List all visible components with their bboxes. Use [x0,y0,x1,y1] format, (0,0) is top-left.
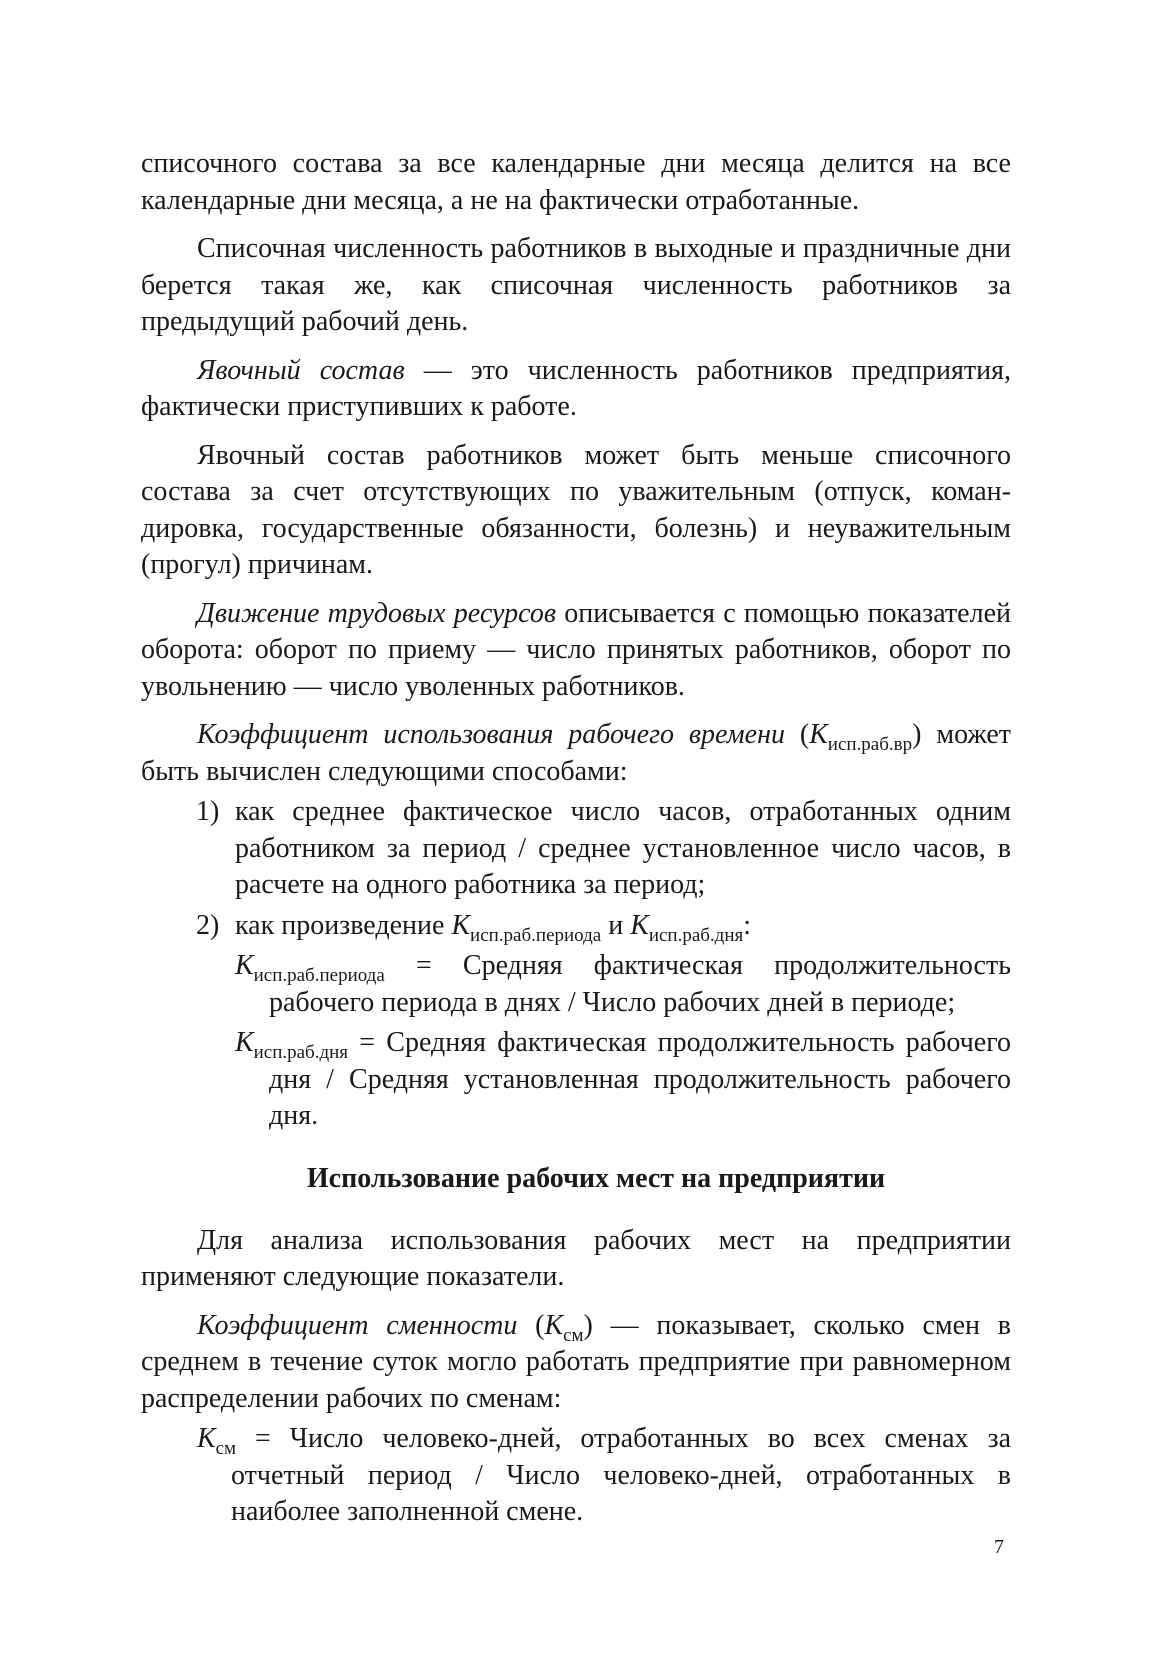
list-number-1: 1) [196,796,220,827]
list-item-1-text: как среднее фактическое число часов, отработанных одним работником за период / среднее установленное число часов, в расчете на одного работника за период; [235,796,1011,900]
paragraph-list-headcount: Списочная численность работников в выходные и праздничные дни берется такая же, как списочная численность работников за предыдущий рабочий день. [141,233,1011,337]
formula-period [235,948,1011,1021]
formula-day [235,1025,1011,1135]
symbol-k: К [451,909,471,941]
list-item-1 [141,794,1011,904]
paren-open: ( [784,719,810,750]
paragraph-shift-coefficient [141,1308,1011,1418]
symbol-k: К [235,1027,254,1058]
attendance-definition-text: — это численность работников предприятия, фактически приступивших к работе. [141,354,1011,422]
symbol-k: К [197,1423,216,1454]
subscript-sm: см [215,1438,237,1459]
term-worktime-coefficient: Коэффициент использования рабочего времени [197,719,785,750]
subscript-isp-rab-perioda: исп.раб.периода [470,924,602,946]
paragraph-labor-movement [141,596,1011,706]
term-attendance: Явочный состав [197,354,405,386]
subscript-isp-rab-dnya: исп.раб.дня [253,1042,349,1063]
paren-open: ( [517,1309,545,1341]
symbol-k: К [630,909,649,941]
subscript-isp-rab-perioda: исп.раб.периода [253,965,385,986]
colon: : [743,909,752,941]
paragraph-continuation: списочного состава за все календарные дни месяца делится на все календарные дни месяца, а не на фактически отработанные. [141,148,1011,216]
paragraph-worktime-coefficient [141,717,1011,790]
formula-shift [197,1421,1011,1531]
list-number-2: 2) [196,909,220,941]
list-item-2-text: как произведение [235,909,452,941]
shift-coefficient-text: ) — показывает, сколько смен в среднем в течение суток могло работать предприятие при равномерном распределении рабочих по сменам: [141,1309,1012,1414]
symbol-k: К [544,1309,564,1341]
paragraph-workplace-indicators: Для анализа использования рабочих мест на предприятии применяют следующие показатели. [141,1224,1011,1292]
paragraph-attendance-absence: Явочный состав работников может быть меньше списочного состава за счет отсутствующих по уважительным (отпуск, командировка, государственные обязанности, болезнь) и неуважительным (прогул) причинам. [141,439,1011,580]
page-number: 7 [994,1536,1004,1558]
section-heading: Использование рабочих мест на предприятии [306,1162,886,1194]
term-labor-movement: Движение трудовых ресурсов [197,597,556,629]
subscript-isp-rab-dnya: исп.раб.дня [648,924,744,946]
subscript-sm: см [563,1324,584,1346]
paragraph-attendance-definition [141,353,1011,426]
conjunction-and: и [601,909,631,941]
labor-movement-text: описывается с помощью показателей оборота: оборот по приему — число принятых работников, оборот по увольнению — число уволенных работников. [141,597,1011,702]
term-shift-coefficient: Коэффициент сменности [197,1309,518,1341]
page-body [141,146,1011,1535]
formula-shift-text: = Число человеко-дней, отработанных во всех сменах за отчетный период / Число человеко-дней, отработанных в наиболее заполненной смене. [231,1423,1011,1527]
paren-close: ) [912,719,922,750]
formula-period-text: = Средняя фактическая продолжительность рабочего периода в днях / Число рабочих дней в периоде; [269,950,1011,1018]
symbol-k: К [235,950,254,981]
formula-day-text: = Средняя фактическая продолжительность рабочего дня / Средняя установленная продолжительность рабочего дня. [269,1027,1011,1131]
subscript-isp-rab-vr: исп.раб.вр [827,734,913,755]
list-item-2 [141,908,1011,945]
worktime-coefficient-text: может быть вычислен следующими способами: [141,719,1012,787]
symbol-k: К [809,719,828,750]
